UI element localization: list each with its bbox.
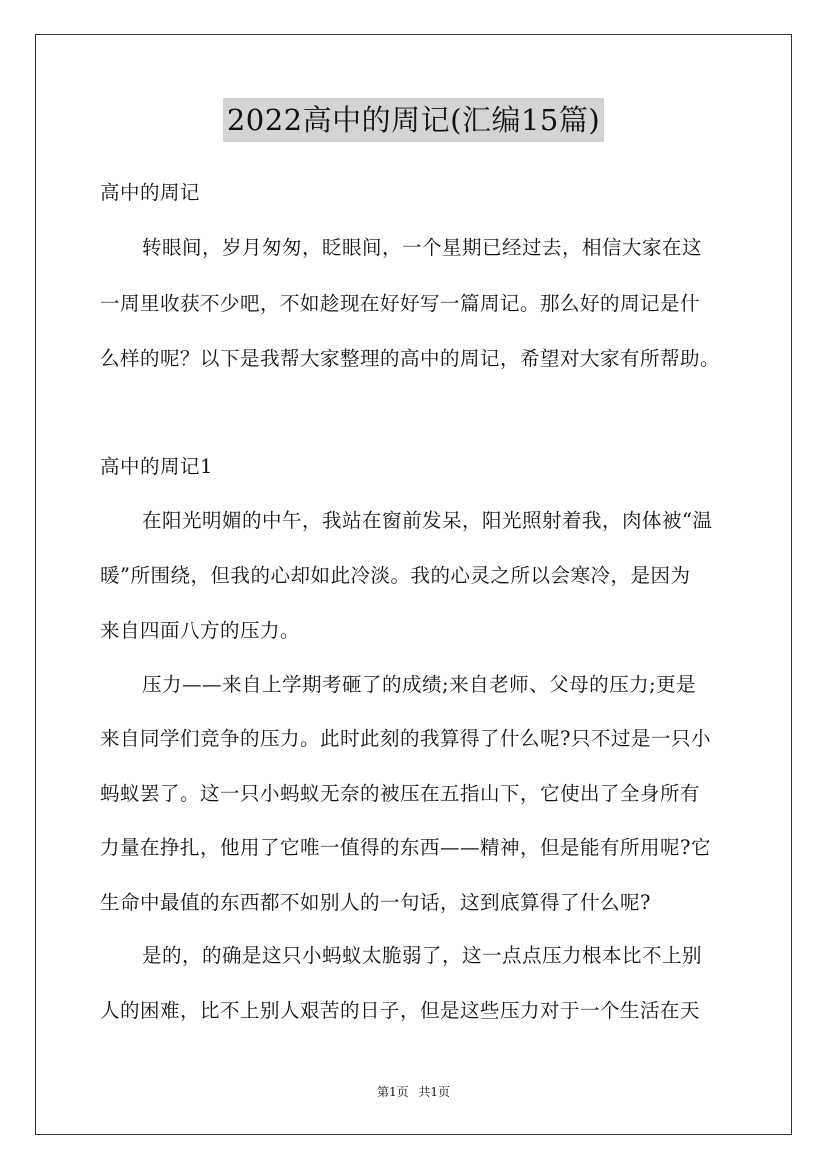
paragraph-2-line-5: 生命中最值的东西都不如别人的一句话，这到底算得了什么呢? — [100, 891, 651, 914]
page-number-total: 共1页 — [418, 1085, 451, 1099]
page-footer — [0, 1083, 827, 1101]
paragraph-1-line-3: 来自四面八方的压力。 — [100, 619, 301, 642]
document-title: 2022高中的周记(汇编15篇) — [223, 98, 604, 142]
intro-line-3: 么样的呢？以下是我帮大家整理的高中的周记，希望对大家有所帮助。 — [100, 347, 721, 370]
title-container — [0, 98, 827, 142]
paragraph-2-line-3: 蚂蚁罢了。这一只小蚂蚁无奈的被压在五指山下，它使出了全身所有 — [100, 782, 701, 805]
intro-line-1: 转眼间，岁月匆匆，眨眼间，一个星期已经过去，相信大家在这 — [142, 236, 703, 259]
paragraph-2-line-2: 来自同学们竞争的压力。此时此刻的我算得了什么呢?只不过是一只小 — [100, 727, 711, 750]
paragraph-2-line-4: 力量在挣扎，他用了它唯一值得的东西——精神，但是能有所用呢?它 — [100, 836, 711, 859]
paragraph-3-line-2: 人的困难，比不上别人艰苦的日子，但是这些压力对于一个生活在天 — [100, 999, 701, 1022]
section-heading: 高中的周记 — [100, 181, 201, 204]
page-number-current: 第1页 — [376, 1085, 409, 1099]
intro-line-2: 一周里收获不少吧，不如趁现在好好写一篇周记。那么好的周记是什 — [100, 292, 701, 315]
paragraph-1-line-2: 暖”所围绕，但我的心却如此冷淡。我的心灵之所以会寒冷，是因为 — [100, 564, 691, 587]
paragraph-1-line-1: 在阳光明媚的中午，我站在窗前发呆，阳光照射着我，肉体被“温 — [142, 509, 713, 532]
paragraph-3-line-1: 是的，的确是这只小蚂蚁太脆弱了，这一点点压力根本比不上别 — [142, 944, 703, 967]
section-heading: 高中的周记1 — [100, 455, 213, 478]
paragraph-2-line-1: 压力——来自上学期考砸了的成绩;来自老师、父母的压力;更是 — [142, 673, 697, 696]
